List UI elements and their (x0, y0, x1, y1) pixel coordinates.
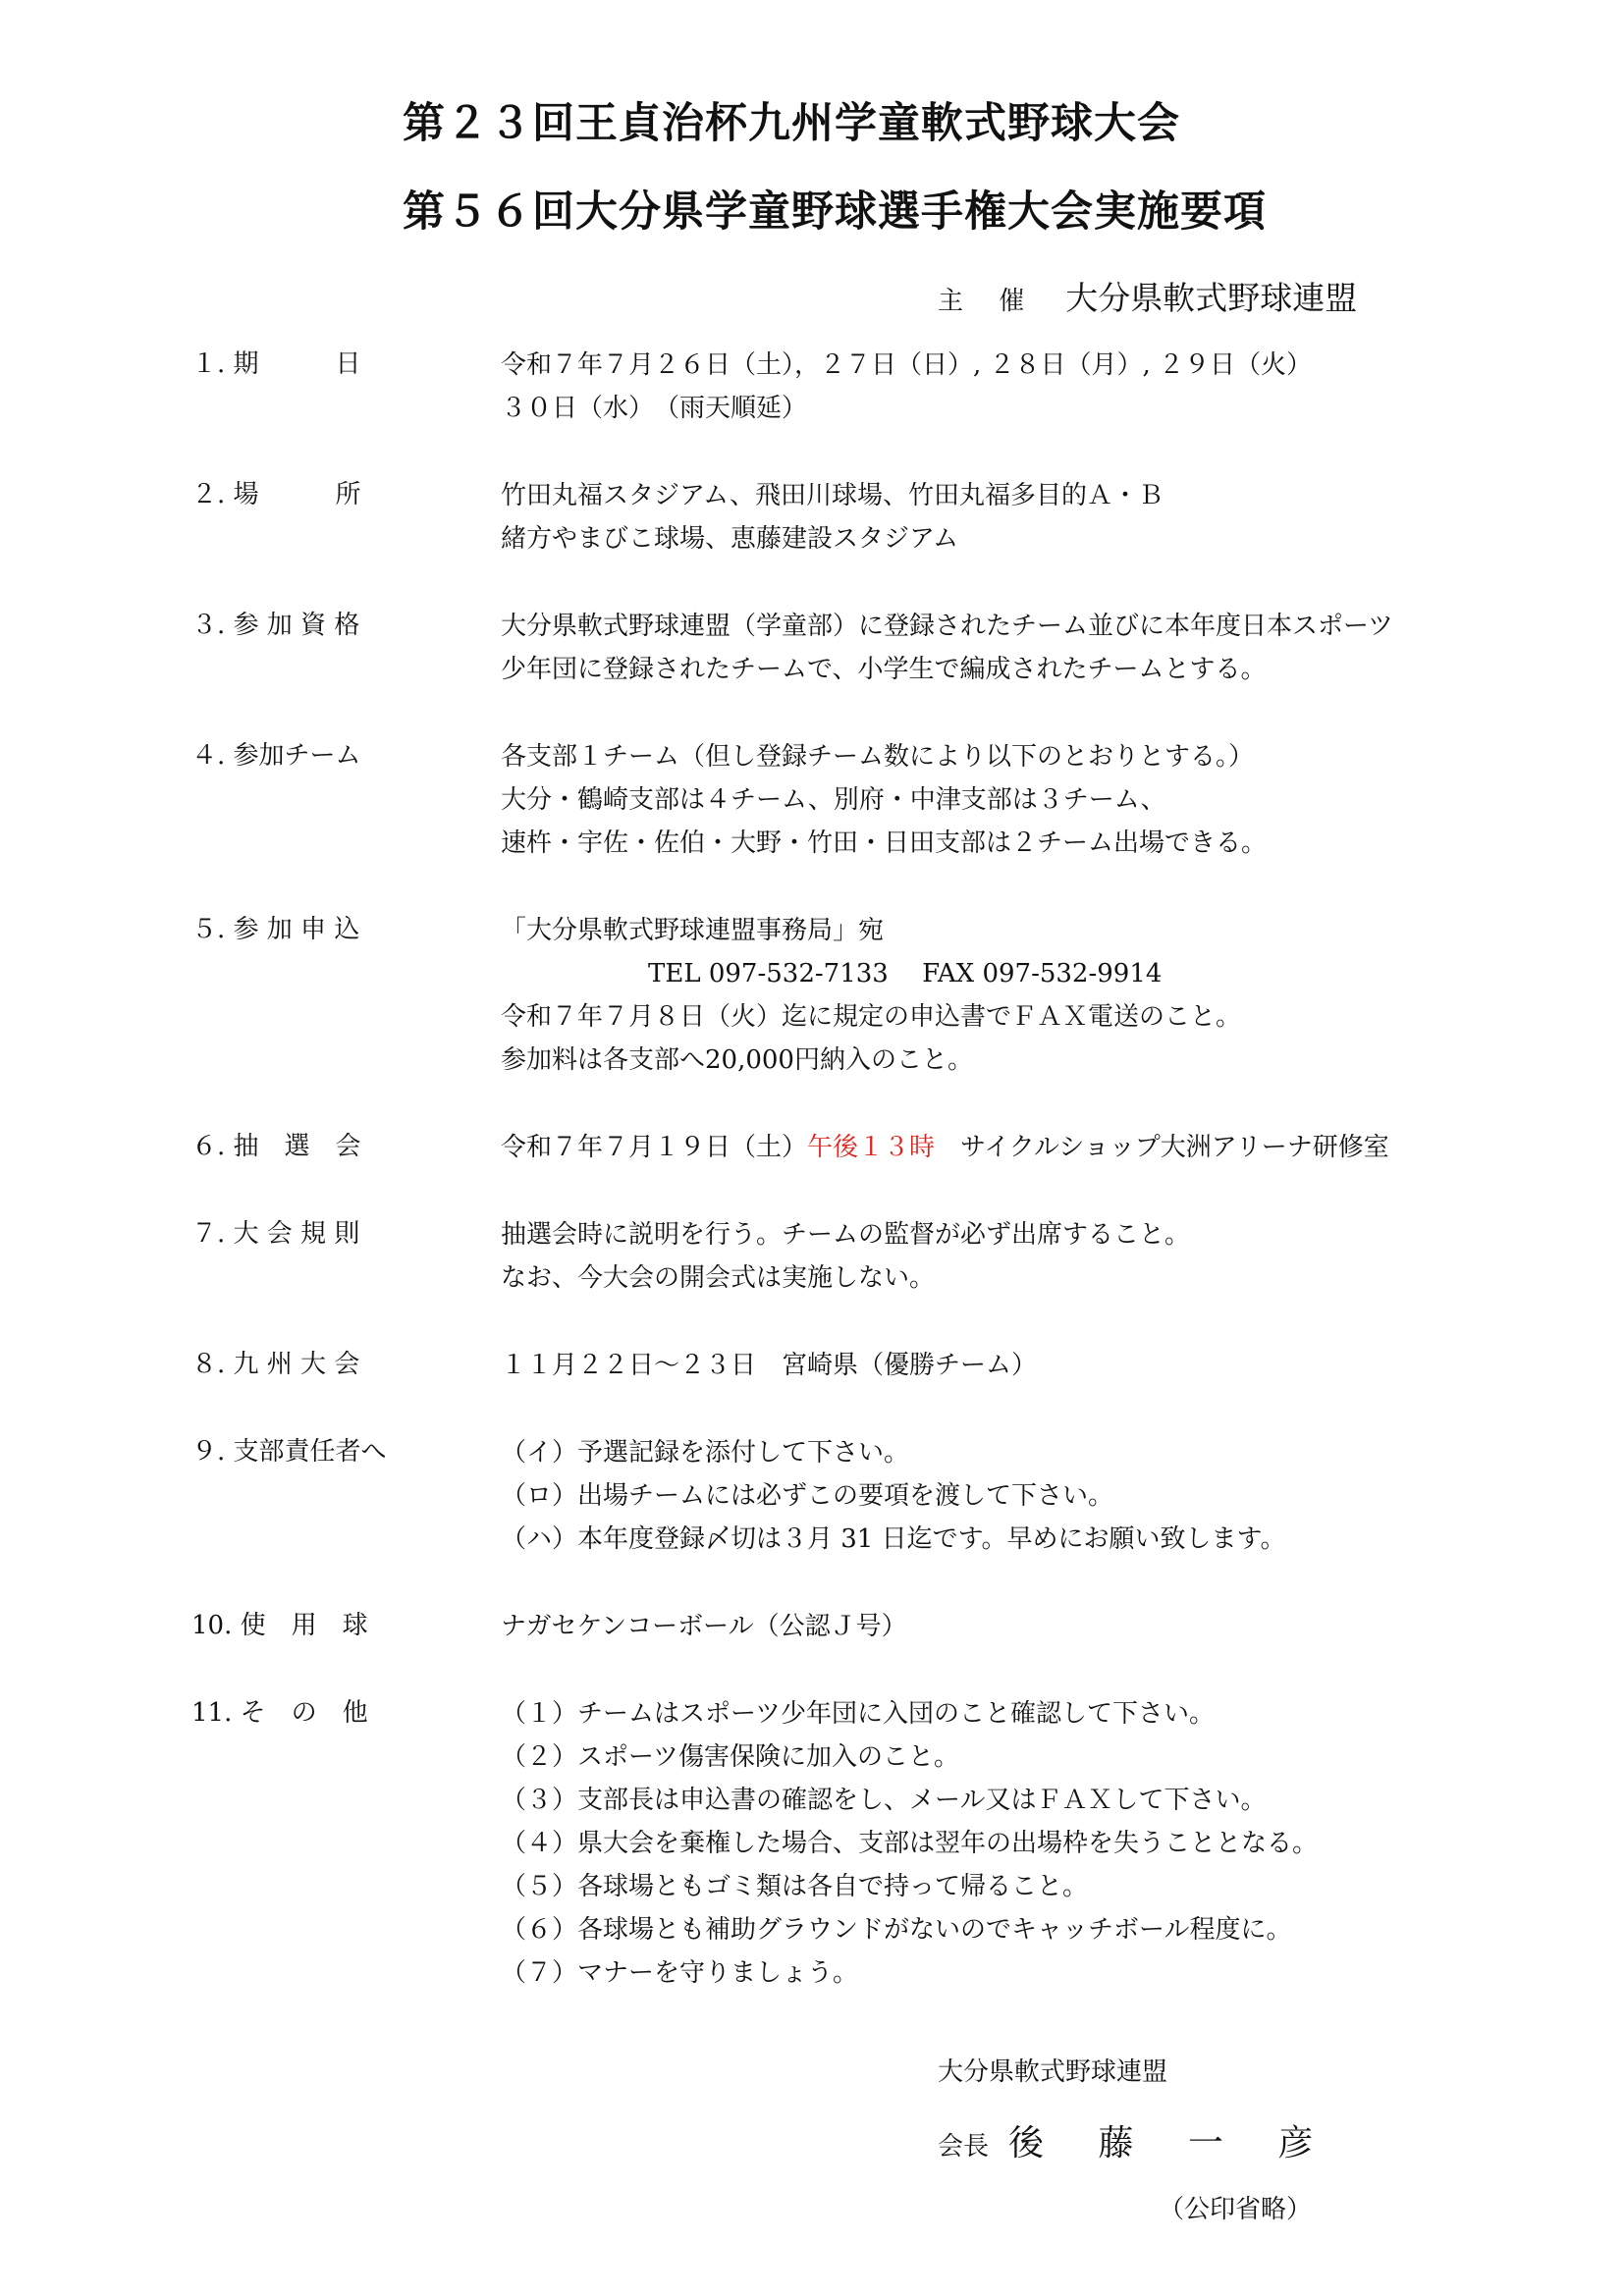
section-line: （ハ）本年度登録〆切は３月 31 日迄です。早めにお願い致します。 (501, 1524, 1286, 1554)
section-line: 緒方やまびこ球場、恵藤建設スタジアム (501, 524, 959, 554)
sections-list (191, 344, 1468, 1995)
section-venues (191, 474, 1468, 561)
section-line: 「大分県軟式野球連盟事務局」宛 (501, 916, 885, 945)
section-label: ５. 参 加 申 込 (191, 915, 360, 944)
organizer-name: 大分県軟式野球連盟 (1065, 279, 1358, 317)
section-line: ナガセケンコーボール（公認Ｊ号） (501, 1612, 907, 1641)
section-branch-managers (191, 1431, 1468, 1561)
section-line: （６）各球場とも補助グラウンドがないのでキャッチボール程度に。 (501, 1915, 1292, 1945)
section-other (191, 1692, 1468, 1995)
section-dates (191, 344, 1468, 430)
section-rules (191, 1213, 1468, 1300)
document-title-line-1: 第２３回王貞治杯九州学童軟式野球大会 (403, 99, 1180, 148)
seal-omitted-note: （公印省略） (1159, 2195, 1313, 2224)
section-label: ８. 九 州 大 会 (191, 1350, 360, 1379)
section-line: （５）各球場ともゴミ類は各自で持って帰ること。 (501, 1872, 1089, 1901)
section-line: （１）チームはスポーツ少年団に入団のこと確認して下さい。 (501, 1699, 1215, 1729)
section-label: ６. 抽 選 会 (191, 1132, 361, 1161)
section-line: ３０日（水） （雨天順延） (501, 394, 808, 423)
section-line: 各支部１チーム（但し登録チーム数により以下のとおりとする。） (501, 742, 1255, 772)
section-participating-teams (191, 735, 1468, 865)
section-line: 令和７年７月２６日（土），２７日（日）, ２８日（月）, ２９日（火） (501, 350, 1313, 380)
signature-title: 会長 (938, 2132, 990, 2162)
section-line: 少年団に登録されたチームで、小学生で編成されたチームとする。 (501, 655, 1267, 684)
section-draw-meeting (191, 1126, 1468, 1169)
draw-time-highlight: 午後１３時 (807, 1133, 936, 1162)
signature-president (938, 2115, 1334, 2165)
section-line: （７）マナーを守りましょう。 (501, 1958, 859, 1988)
section-label: ９. 支部責任者へ (191, 1437, 387, 1467)
document-title-line-2: 第５６回大分県学童野球選手権大会実施要項 (403, 187, 1267, 237)
section-line: （ロ）出場チームには必ずこの要項を渡して下さい。 (501, 1481, 1114, 1511)
section-line: 速杵・宇佐・佐伯・大野・竹田・日田支部は２チーム出場できる。 (501, 828, 1268, 858)
section-line: （２）スポーツ傷害保険に加入のこと。 (501, 1742, 959, 1772)
section-label: ４. 参加チーム (191, 741, 361, 771)
section-line: （４）県大会を棄権した場合、支部は翌年の出場枠を失うこととなる。 (501, 1829, 1319, 1858)
section-line (501, 1126, 1468, 1169)
draw-venue: サイクルショップ大洲アリーナ研修室 (935, 1133, 1389, 1162)
section-line: なお、今大会の開会式は実施しない。 (501, 1263, 936, 1293)
section-label: １. 期 日 (191, 349, 361, 379)
section-line: 大分県軟式野球連盟（学童部）に登録されたチーム並びに本年度日本スポーツ (501, 612, 1393, 641)
organizer (938, 273, 1357, 319)
section-line: １１月２２日～２３日 宮崎県（優勝チーム） (501, 1351, 1038, 1380)
signature-name: 後 藤 一 彦 (1008, 2123, 1335, 2163)
section-application (191, 909, 1468, 1082)
draw-date: 令和７年７月１９日（土） (501, 1133, 808, 1162)
section-line: 竹田丸福スタジアム、飛田川球場、竹田丸福多目的Ａ・Ｂ (501, 481, 1164, 510)
section-line: 抽選会時に説明を行う。チームの監督が必ず出席すること。 (501, 1220, 1191, 1250)
section-line: 大分・鶴崎支部は４チーム、別府・中津支部は３チーム、 (501, 785, 1166, 815)
section-label: 10. 使 用 球 (191, 1611, 368, 1640)
section-line: 参加料は各支部へ20,000円納入のこと。 (501, 1045, 973, 1075)
section-kyushu-tournament (191, 1344, 1468, 1387)
section-label: ７. 大 会 規 則 (191, 1219, 360, 1249)
section-label: ２. 場 所 (191, 480, 361, 509)
section-label: ３. 参 加 資 格 (191, 611, 360, 640)
signature-organization: 大分県軟式野球連盟 (938, 2057, 1168, 2087)
section-eligibility (191, 605, 1468, 691)
section-label: 11. そ の 他 (191, 1698, 368, 1728)
section-ball (191, 1605, 1468, 1648)
section-line: 令和７年７月８日（火）迄に規定の申込書でＦＡＸ電送のこと。 (501, 1002, 1242, 1032)
organizer-role-label: 主 催 (938, 287, 1039, 316)
section-line: （イ）予選記録を添付して下さい。 (501, 1438, 910, 1468)
contact-phone-fax: TEL 097-532-7133 FAX 097-532-9914 (648, 959, 1163, 988)
section-line: （３）支部長は申込書の確認をし、メール又はＦＡＸして下さい。 (501, 1786, 1267, 1815)
